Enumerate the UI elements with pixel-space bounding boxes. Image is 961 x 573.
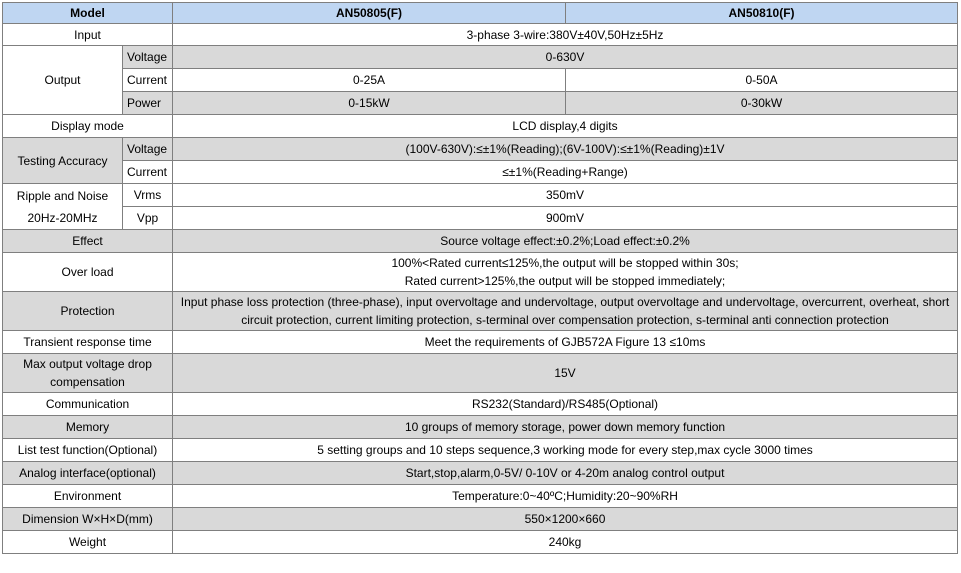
over-load-label: Over load — [3, 253, 173, 292]
protection-value — [173, 292, 958, 331]
output-current-label: Current — [123, 69, 173, 92]
row-protection — [3, 292, 958, 331]
display-mode-label: Display mode — [3, 115, 173, 138]
list-test-label: List test function(Optional) — [3, 439, 173, 462]
row-accuracy-current — [3, 161, 958, 184]
header-model-label: Model — [3, 3, 173, 24]
max-drop-label — [3, 354, 173, 393]
output-label: Output — [3, 46, 123, 115]
max-drop-label-line1: Max output voltage drop — [23, 357, 152, 371]
row-ripple-vrms — [3, 184, 958, 207]
row-transient — [3, 331, 958, 354]
weight-value: 240kg — [173, 531, 958, 554]
ripple-label-line1: Ripple and Noise — [16, 188, 109, 203]
protection-line1: Input phase loss protection (three-phase), input overvoltage and undervoltage, output overvoltage and undervoltage, overcurrent, overheat, short — [180, 295, 950, 309]
spec-table — [2, 2, 958, 554]
ripple-vpp-value: 900mV — [173, 207, 958, 230]
environment-value: Temperature:0~40ºC;Humidity:20~90%RH — [173, 485, 958, 508]
output-power-a: 0-15kW — [173, 92, 566, 115]
output-current-b: 0-50A — [566, 69, 958, 92]
communication-value: RS232(Standard)/RS485(Optional) — [173, 393, 958, 416]
transient-label: Transient response time — [3, 331, 173, 354]
memory-value: 10 groups of memory storage, power down memory function — [173, 416, 958, 439]
accuracy-current-label: Current — [123, 161, 173, 184]
analog-label: Analog interface(optional) — [3, 462, 173, 485]
ripple-vrms-value: 350mV — [173, 184, 958, 207]
input-value: 3-phase 3-wire:380V±40V,50Hz±5Hz — [173, 24, 958, 46]
output-power-b: 0-30kW — [566, 92, 958, 115]
protection-line2: circuit protection, current limiting protection, s-terminal over compensation protection, s-terminal anti connection protection — [241, 313, 889, 327]
row-output-voltage — [3, 46, 958, 69]
ripple-vrms-label: Vrms — [123, 184, 173, 207]
display-mode-value: LCD display,4 digits — [173, 115, 958, 138]
row-effect — [3, 230, 958, 253]
max-drop-label-line2: compensation — [50, 375, 125, 389]
environment-label: Environment — [3, 485, 173, 508]
communication-label: Communication — [3, 393, 173, 416]
accuracy-voltage-value: (100V-630V):≤±1%(Reading);(6V-100V):≤±1%(Reading)±1V — [173, 138, 958, 161]
over-load-line1: 100%<Rated current≤125%,the output will be stopped within 30s; — [391, 256, 739, 270]
weight-label: Weight — [3, 531, 173, 554]
accuracy-current-value: ≤±1%(Reading+Range) — [173, 161, 958, 184]
input-label: Input — [3, 24, 173, 46]
row-weight — [3, 531, 958, 554]
memory-label: Memory — [3, 416, 173, 439]
row-accuracy-voltage — [3, 138, 958, 161]
row-over-load — [3, 253, 958, 292]
header-row — [3, 3, 958, 24]
row-dimension — [3, 508, 958, 531]
accuracy-voltage-label: Voltage — [123, 138, 173, 161]
output-power-label: Power — [123, 92, 173, 115]
row-output-current — [3, 69, 958, 92]
output-current-a: 0-25A — [173, 69, 566, 92]
effect-value: Source voltage effect:±0.2%;Load effect:±0.2% — [173, 230, 958, 253]
protection-label: Protection — [3, 292, 173, 331]
row-output-power — [3, 92, 958, 115]
effect-label: Effect — [3, 230, 173, 253]
ripple-vpp-label: Vpp — [123, 207, 173, 230]
output-voltage-label: Voltage — [123, 46, 173, 69]
row-ripple-vpp — [3, 207, 958, 230]
over-load-value — [173, 253, 958, 292]
transient-value: Meet the requirements of GJB572A Figure 13 ≤10ms — [173, 331, 958, 354]
dimension-label: Dimension W×H×D(mm) — [3, 508, 173, 531]
testing-accuracy-label: Testing Accuracy — [3, 138, 123, 184]
row-max-drop — [3, 354, 958, 393]
row-analog — [3, 462, 958, 485]
row-environment — [3, 485, 958, 508]
analog-value: Start,stop,alarm,0-5V/ 0-10V or 4-20m analog control output — [173, 462, 958, 485]
over-load-line2: Rated current>125%,the output will be stopped immediately; — [404, 274, 726, 288]
ripple-label — [3, 184, 123, 230]
ripple-label-line2: 20Hz-20MHz — [27, 210, 98, 225]
row-memory — [3, 416, 958, 439]
header-model-b: AN50810(F) — [566, 3, 958, 24]
output-voltage-value: 0-630V — [173, 46, 958, 69]
list-test-value: 5 setting groups and 10 steps sequence,3 working mode for every step,max cycle 3000 times — [173, 439, 958, 462]
dimension-value: 550×1200×660 — [173, 508, 958, 531]
row-list-test — [3, 439, 958, 462]
row-communication — [3, 393, 958, 416]
max-drop-value: 15V — [173, 354, 958, 393]
row-display-mode — [3, 115, 958, 138]
header-model-a: AN50805(F) — [173, 3, 566, 24]
row-input — [3, 24, 958, 46]
